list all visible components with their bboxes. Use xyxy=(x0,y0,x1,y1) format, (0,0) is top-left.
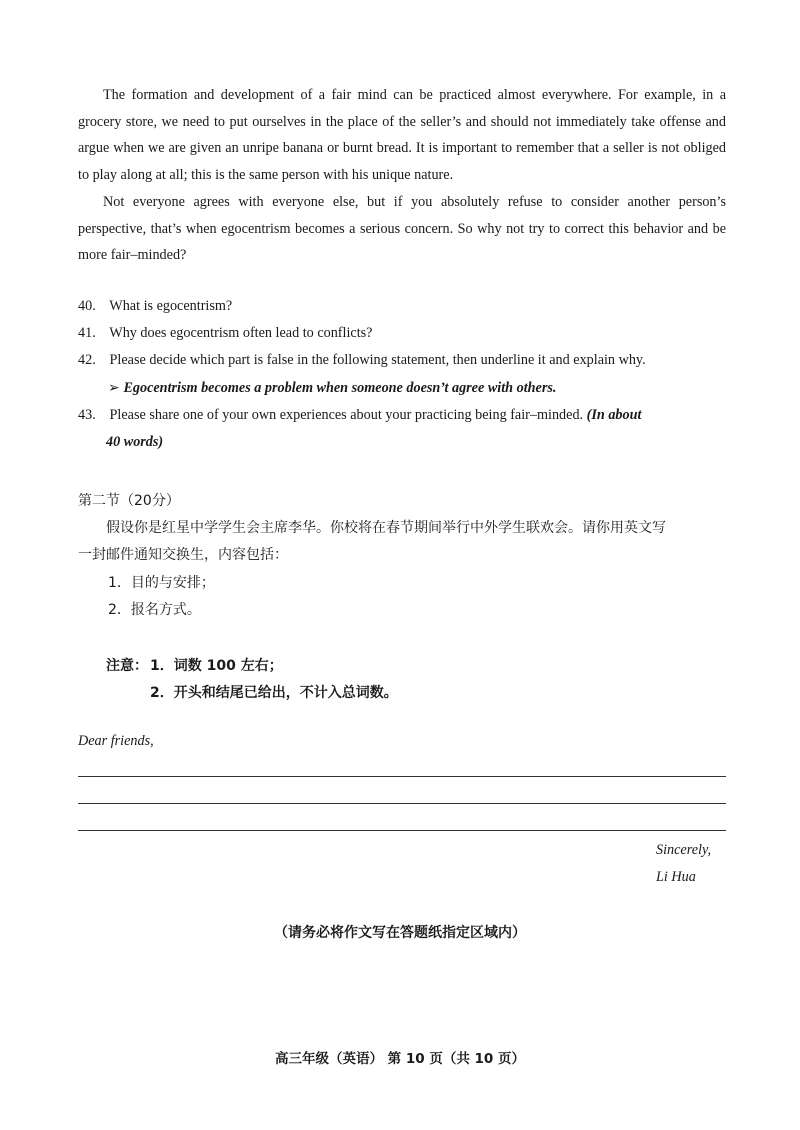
question-40 xyxy=(78,296,232,316)
note-2: 2．开头和结尾已给出，不计入总词数。 xyxy=(150,685,398,701)
section-heading: 第二节（20分） xyxy=(78,493,180,509)
writing-line xyxy=(78,830,726,831)
question-42 xyxy=(78,350,646,370)
question-41 xyxy=(78,323,372,343)
question-43 xyxy=(78,405,641,425)
note-1: 1．词数 100 左右； xyxy=(150,658,283,674)
passage-paragraph-2: Not everyone agrees with everyone else, but if you absolutely refuse to consider another person’s perspective, that’s when egocentrism becomes a serious concern. So why not try to correct this behavior and be more fair–minded? xyxy=(78,194,726,264)
answer-sheet-reminder: （请务必将作文写在答题纸指定区域内） xyxy=(274,925,526,941)
arrow-bullet-icon: ➢ xyxy=(108,380,120,396)
question-text: Why does egocentrism often lead to conflicts? xyxy=(109,325,373,341)
note-label: 注意： xyxy=(106,658,148,674)
question-number: 42. xyxy=(78,352,96,368)
page-footer: 高三年级（英语） 第 10 页（共 10 页） xyxy=(274,1051,526,1067)
question-text: What is egocentrism? xyxy=(109,298,233,314)
writing-line xyxy=(78,803,726,804)
letter-signature: Li Hua xyxy=(656,869,696,885)
letter-greeting: Dear friends, xyxy=(78,733,154,749)
letter-closing: Sincerely, xyxy=(656,842,712,858)
content-item-1: 1．目的与安排； xyxy=(108,575,215,591)
passage-paragraph-1: The formation and development of a fair mind can be practiced almost everywhere. For example, in a grocery store, we need to put ourselves in the place of the seller’s and should not immediately take offense and argue when we are given an unripe banana or burnt bread. It is important to remember that a seller is not obliged to play along at all; this is the same person with his unique nature. xyxy=(78,87,726,183)
prompt-line-1: 假设你是红星中学学生会主席李华。你校将在春节期间举行中外学生联欢会。请你用英文写 xyxy=(106,520,666,536)
question-text: Please decide which part is false in the following statement, then underline it and explain why. xyxy=(109,352,646,368)
content-item-2: 2．报名方式。 xyxy=(108,602,201,618)
question-42-statement xyxy=(108,378,556,398)
statement-text: Egocentrism becomes a problem when someone doesn’t agree with others. xyxy=(123,380,557,396)
writing-line xyxy=(78,776,726,777)
question-text: Please share one of your own experiences about your practicing being fair–minded. xyxy=(109,407,584,423)
question-number: 41. xyxy=(78,325,96,341)
question-number: 43. xyxy=(78,407,96,423)
question-number: 40. xyxy=(78,298,96,314)
word-count-note-cont: 40 words) xyxy=(106,434,164,450)
prompt-line-2: 一封邮件通知交换生，内容包括： xyxy=(78,547,288,563)
word-count-note: (In about xyxy=(586,407,642,423)
